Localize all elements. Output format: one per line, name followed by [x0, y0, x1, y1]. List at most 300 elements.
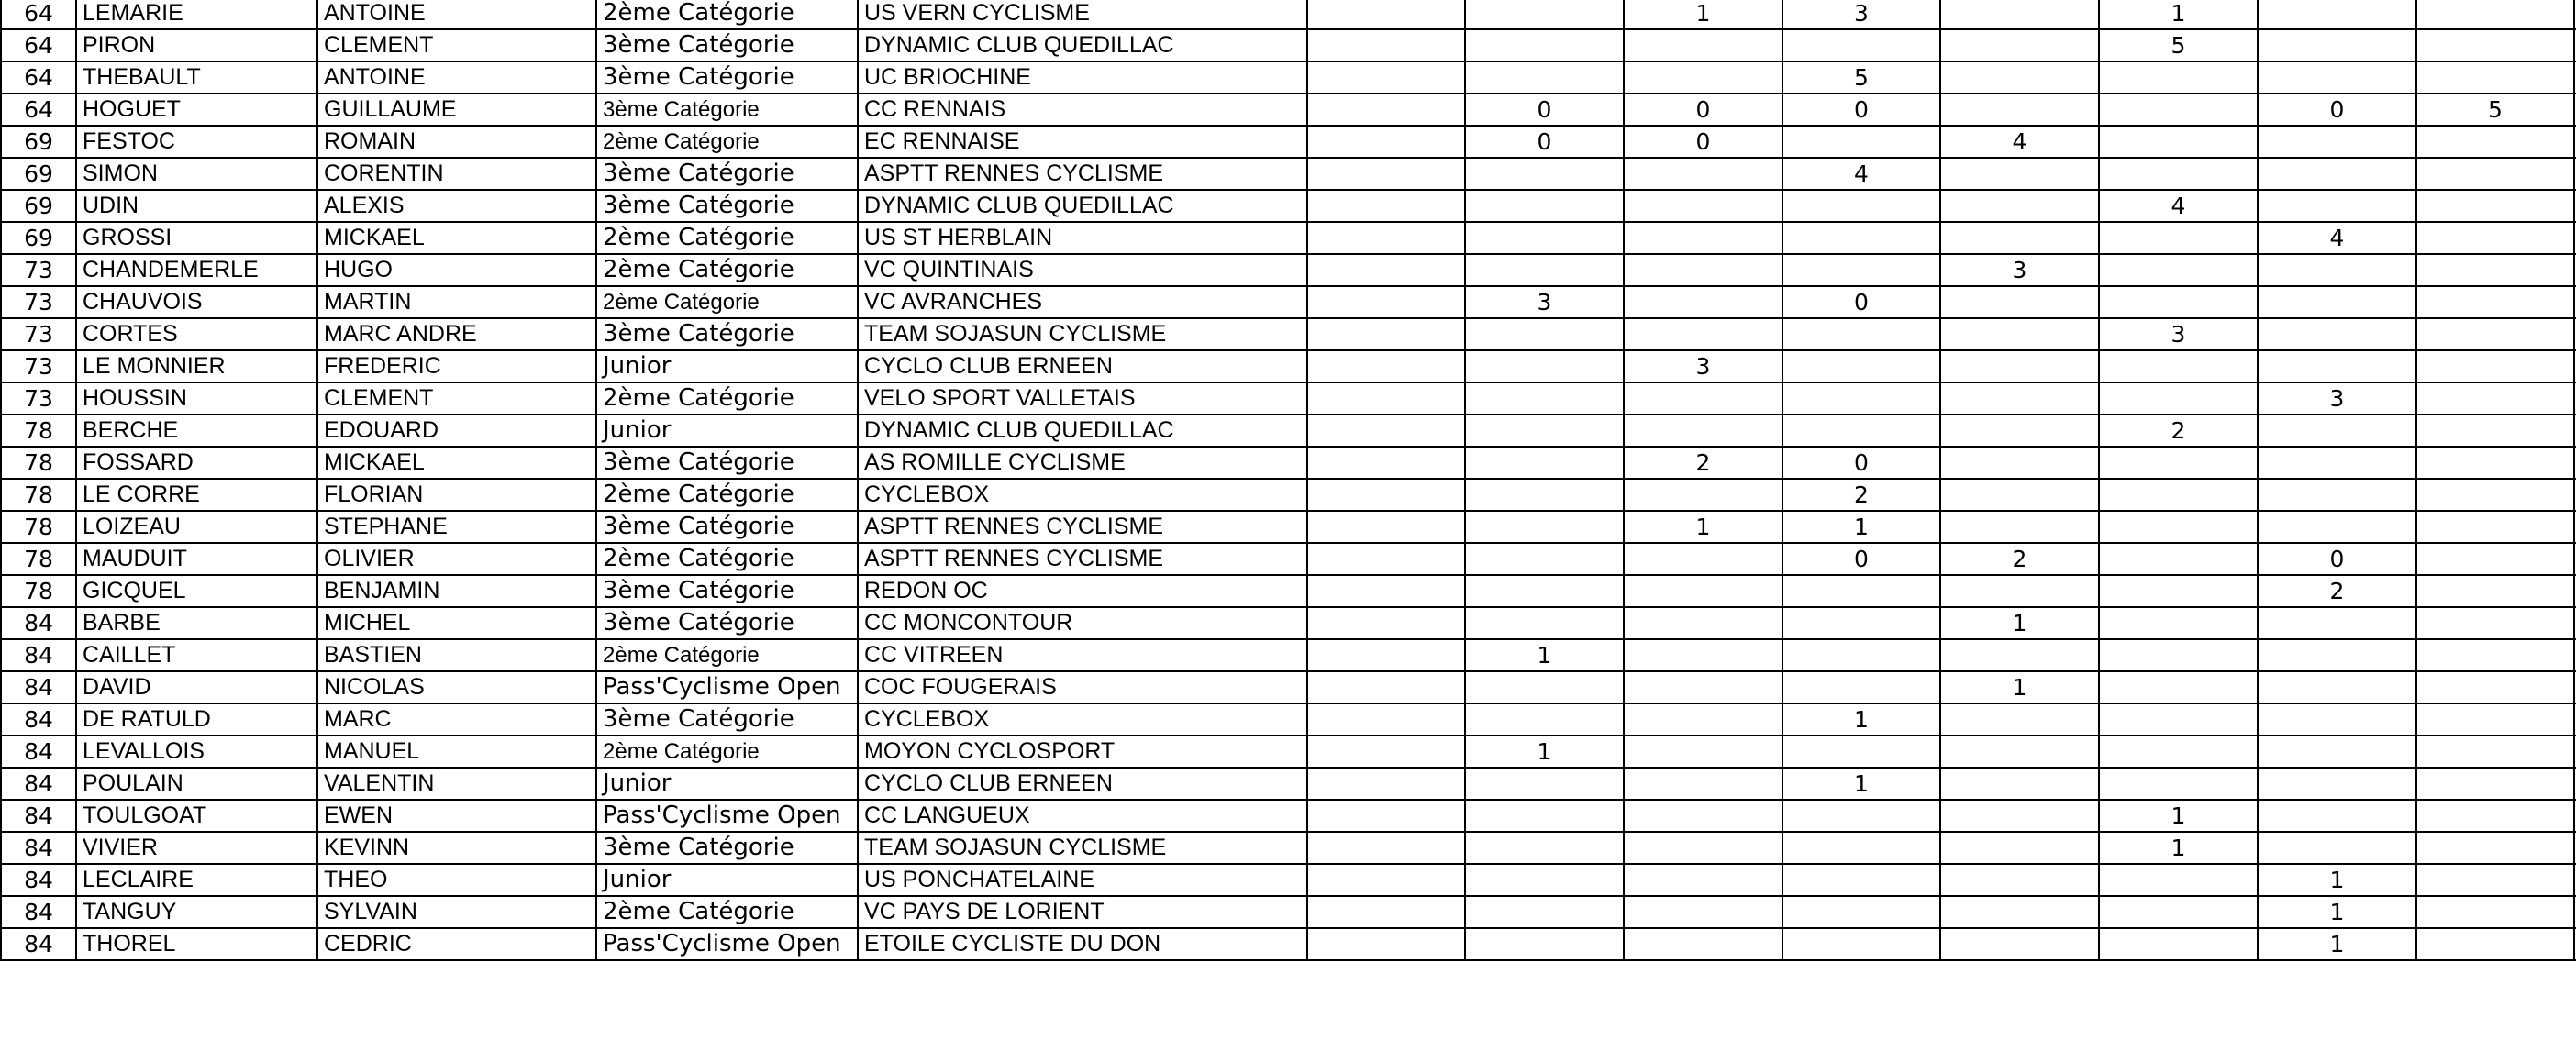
- score-cell: [2416, 318, 2574, 350]
- rank-cell: 73: [1, 382, 76, 415]
- score-cell: [1940, 896, 2099, 928]
- score-cell: [1307, 896, 1465, 928]
- score-cell: [2258, 479, 2416, 511]
- first-name-cell: HUGO: [317, 254, 596, 286]
- score-cell: [1307, 607, 1465, 639]
- score-cell: 0: [1624, 94, 1782, 126]
- score-cell: [2258, 254, 2416, 286]
- score-cell: [1465, 158, 1624, 190]
- table-row: [1, 190, 2576, 222]
- score-cell: [1465, 543, 1624, 575]
- score-cell: 2: [1940, 543, 2099, 575]
- score-cell: [2416, 671, 2574, 703]
- score-cell: [1465, 800, 1624, 832]
- score-cell: [2416, 29, 2574, 61]
- score-cell: [1782, 800, 1940, 832]
- score-cell: [1307, 832, 1465, 864]
- rank-cell: 64: [1, 29, 76, 61]
- score-cell: 3: [1782, 0, 1940, 29]
- score-cell: [1782, 832, 1940, 864]
- rank-cell: 73: [1, 350, 76, 382]
- table-row: [1, 94, 2576, 126]
- category-cell: Pass'Cyclisme Open: [596, 671, 858, 703]
- score-cell: [1940, 61, 2099, 94]
- first-name-cell: THEO: [317, 864, 596, 896]
- score-cell: [1624, 415, 1782, 447]
- category-cell: 3ème Catégorie: [596, 61, 858, 94]
- rank-cell: 64: [1, 0, 76, 29]
- score-cell: [1782, 896, 1940, 928]
- last-name-cell: BARBE: [76, 607, 317, 639]
- score-cell: [1465, 607, 1624, 639]
- table-row: [1, 832, 2576, 864]
- category-cell: 2ème Catégorie: [596, 896, 858, 928]
- score-cell: 5: [1782, 61, 1940, 94]
- score-cell: [1465, 382, 1624, 415]
- score-cell: [1624, 800, 1782, 832]
- rank-cell: 78: [1, 479, 76, 511]
- category-cell: 3ème Catégorie: [596, 318, 858, 350]
- rank-cell: 84: [1, 607, 76, 639]
- table-row: [1, 768, 2576, 800]
- score-cell: [1940, 832, 2099, 864]
- score-cell: [2099, 479, 2258, 511]
- last-name-cell: CAILLET: [76, 639, 317, 671]
- score-cell: [2258, 671, 2416, 703]
- score-cell: [1624, 671, 1782, 703]
- score-cell: [2416, 190, 2574, 222]
- first-name-cell: BENJAMIN: [317, 575, 596, 607]
- table-row: [1, 0, 2576, 29]
- club-cell: DYNAMIC CLUB QUEDILLAC: [858, 190, 1307, 222]
- club-cell: ASPTT RENNES CYCLISME: [858, 158, 1307, 190]
- score-cell: [1465, 896, 1624, 928]
- score-cell: [1307, 61, 1465, 94]
- score-cell: [1782, 190, 1940, 222]
- score-cell: [1624, 864, 1782, 896]
- score-cell: 0: [1782, 286, 1940, 318]
- score-cell: [2416, 511, 2574, 543]
- score-cell: [2258, 832, 2416, 864]
- score-cell: [1307, 639, 1465, 671]
- score-cell: [2258, 800, 2416, 832]
- first-name-cell: MANUEL: [317, 736, 596, 768]
- table-row: [1, 607, 2576, 639]
- score-cell: [1782, 126, 1940, 158]
- score-cell: [1465, 318, 1624, 350]
- club-cell: VC PAYS DE LORIENT: [858, 896, 1307, 928]
- score-cell: [1307, 350, 1465, 382]
- score-cell: [2099, 543, 2258, 575]
- score-cell: 1: [1624, 511, 1782, 543]
- score-cell: [1465, 479, 1624, 511]
- rank-cell: 84: [1, 768, 76, 800]
- score-cell: 0: [1782, 94, 1940, 126]
- score-cell: [2416, 447, 2574, 479]
- score-cell: [1465, 768, 1624, 800]
- category-cell: 2ème Catégorie: [596, 254, 858, 286]
- score-cell: [2416, 222, 2574, 254]
- last-name-cell: CORTES: [76, 318, 317, 350]
- score-cell: 2: [1624, 447, 1782, 479]
- score-cell: [1940, 222, 2099, 254]
- rank-cell: 84: [1, 703, 76, 736]
- score-cell: [1307, 768, 1465, 800]
- score-cell: [1307, 864, 1465, 896]
- score-cell: [1307, 158, 1465, 190]
- table-row: [1, 575, 2576, 607]
- score-cell: [2258, 286, 2416, 318]
- score-cell: [1307, 94, 1465, 126]
- rank-cell: 78: [1, 543, 76, 575]
- club-cell: CC LANGUEUX: [858, 800, 1307, 832]
- score-cell: [1624, 575, 1782, 607]
- score-cell: [1465, 511, 1624, 543]
- last-name-cell: POULAIN: [76, 768, 317, 800]
- club-cell: CC MONCONTOUR: [858, 607, 1307, 639]
- last-name-cell: LECLAIRE: [76, 864, 317, 896]
- score-cell: [1782, 575, 1940, 607]
- last-name-cell: THEBAULT: [76, 61, 317, 94]
- score-cell: 1: [1465, 639, 1624, 671]
- score-cell: 3: [1465, 286, 1624, 318]
- table-row: [1, 479, 2576, 511]
- score-cell: [1940, 447, 2099, 479]
- category-cell: Junior: [596, 415, 858, 447]
- first-name-cell: EWEN: [317, 800, 596, 832]
- score-cell: [1940, 511, 2099, 543]
- score-cell: [1782, 671, 1940, 703]
- score-cell: [1940, 0, 2099, 29]
- rank-cell: 84: [1, 832, 76, 864]
- last-name-cell: HOUSSIN: [76, 382, 317, 415]
- first-name-cell: VALENTIN: [317, 768, 596, 800]
- score-cell: [2099, 896, 2258, 928]
- score-cell: [1940, 800, 2099, 832]
- category-cell: 3ème Catégorie: [596, 511, 858, 543]
- rank-cell: 73: [1, 254, 76, 286]
- category-cell: 2ème Catégorie: [596, 126, 858, 158]
- club-cell: US VERN CYCLISME: [858, 0, 1307, 29]
- score-cell: 1: [1782, 703, 1940, 736]
- category-cell: 2ème Catégorie: [596, 736, 858, 768]
- club-cell: DYNAMIC CLUB QUEDILLAC: [858, 29, 1307, 61]
- score-cell: [1940, 768, 2099, 800]
- score-cell: [2258, 318, 2416, 350]
- category-cell: 3ème Catégorie: [596, 447, 858, 479]
- score-cell: [1465, 350, 1624, 382]
- score-cell: [2416, 479, 2574, 511]
- table-row: [1, 350, 2576, 382]
- score-cell: [1940, 190, 2099, 222]
- score-cell: 0: [1465, 126, 1624, 158]
- score-cell: [1465, 671, 1624, 703]
- score-cell: [1307, 318, 1465, 350]
- score-cell: [2416, 254, 2574, 286]
- score-cell: 1: [2258, 928, 2416, 960]
- score-cell: [2416, 703, 2574, 736]
- score-cell: [1307, 703, 1465, 736]
- club-cell: CC VITREEN: [858, 639, 1307, 671]
- first-name-cell: FREDERIC: [317, 350, 596, 382]
- first-name-cell: MARTIN: [317, 286, 596, 318]
- score-cell: 5: [2099, 29, 2258, 61]
- score-cell: [1307, 800, 1465, 832]
- score-cell: [1307, 479, 1465, 511]
- last-name-cell: HOGUET: [76, 94, 317, 126]
- score-cell: 2: [2099, 415, 2258, 447]
- score-cell: [1624, 768, 1782, 800]
- rank-cell: 78: [1, 511, 76, 543]
- table-row: [1, 928, 2576, 960]
- score-cell: [2258, 511, 2416, 543]
- club-cell: ETOILE CYCLISTE DU DON: [858, 928, 1307, 960]
- club-cell: AS ROMILLE CYCLISME: [858, 447, 1307, 479]
- score-cell: 1: [1782, 511, 1940, 543]
- score-cell: [2099, 864, 2258, 896]
- score-cell: [2258, 447, 2416, 479]
- score-cell: [1624, 703, 1782, 736]
- category-cell: Junior: [596, 350, 858, 382]
- score-cell: [1307, 222, 1465, 254]
- score-cell: [2416, 543, 2574, 575]
- table-row: [1, 415, 2576, 447]
- score-cell: [2099, 61, 2258, 94]
- last-name-cell: FESTOC: [76, 126, 317, 158]
- score-cell: [2416, 896, 2574, 928]
- score-cell: 5: [2416, 94, 2574, 126]
- score-cell: [1624, 543, 1782, 575]
- score-cell: [2099, 158, 2258, 190]
- first-name-cell: CEDRIC: [317, 928, 596, 960]
- first-name-cell: SYLVAIN: [317, 896, 596, 928]
- score-cell: [1624, 639, 1782, 671]
- score-cell: [2416, 607, 2574, 639]
- score-cell: 1: [2099, 800, 2258, 832]
- table-row: [1, 61, 2576, 94]
- score-cell: [1465, 928, 1624, 960]
- score-cell: [2258, 190, 2416, 222]
- score-cell: [1940, 703, 2099, 736]
- ranking-rows: [1, 0, 2576, 960]
- table-row: [1, 318, 2576, 350]
- score-cell: [1307, 29, 1465, 61]
- score-cell: [1782, 350, 1940, 382]
- club-cell: ASPTT RENNES CYCLISME: [858, 543, 1307, 575]
- score-cell: [2099, 222, 2258, 254]
- first-name-cell: CORENTIN: [317, 158, 596, 190]
- club-cell: TEAM SOJASUN CYCLISME: [858, 318, 1307, 350]
- category-cell: 3ème Catégorie: [596, 94, 858, 126]
- score-cell: [2416, 800, 2574, 832]
- score-cell: [1624, 158, 1782, 190]
- score-cell: [2416, 158, 2574, 190]
- rank-cell: 78: [1, 415, 76, 447]
- rank-cell: 73: [1, 318, 76, 350]
- score-cell: [1465, 61, 1624, 94]
- score-cell: [1624, 479, 1782, 511]
- score-cell: 4: [2258, 222, 2416, 254]
- first-name-cell: GUILLAUME: [317, 94, 596, 126]
- score-cell: [2099, 447, 2258, 479]
- score-cell: [2099, 286, 2258, 318]
- score-cell: [1624, 190, 1782, 222]
- score-cell: [1307, 543, 1465, 575]
- score-cell: [2416, 286, 2574, 318]
- last-name-cell: CHAUVOIS: [76, 286, 317, 318]
- score-cell: [2416, 415, 2574, 447]
- score-cell: [2258, 768, 2416, 800]
- first-name-cell: MICKAEL: [317, 447, 596, 479]
- score-cell: [1307, 286, 1465, 318]
- score-cell: [2099, 382, 2258, 415]
- table-row: [1, 671, 2576, 703]
- last-name-cell: FOSSARD: [76, 447, 317, 479]
- club-cell: CC RENNAIS: [858, 94, 1307, 126]
- score-cell: 3: [1624, 350, 1782, 382]
- score-cell: [2258, 703, 2416, 736]
- score-cell: [1307, 382, 1465, 415]
- category-cell: 3ème Catégorie: [596, 190, 858, 222]
- score-cell: [1782, 222, 1940, 254]
- first-name-cell: ROMAIN: [317, 126, 596, 158]
- score-cell: 1: [1782, 768, 1940, 800]
- score-cell: 2: [1782, 479, 1940, 511]
- score-cell: 0: [2258, 94, 2416, 126]
- last-name-cell: DE RATULD: [76, 703, 317, 736]
- score-cell: [1465, 190, 1624, 222]
- category-cell: Junior: [596, 864, 858, 896]
- score-cell: [2416, 768, 2574, 800]
- category-cell: 2ème Catégorie: [596, 382, 858, 415]
- table-row: [1, 896, 2576, 928]
- last-name-cell: LEMARIE: [76, 0, 317, 29]
- score-cell: 4: [1782, 158, 1940, 190]
- table-row: [1, 222, 2576, 254]
- rank-cell: 78: [1, 575, 76, 607]
- score-cell: [2099, 575, 2258, 607]
- score-cell: [2099, 736, 2258, 768]
- club-cell: CYCLEBOX: [858, 479, 1307, 511]
- score-cell: [2416, 864, 2574, 896]
- table-row: [1, 639, 2576, 671]
- score-cell: 3: [2099, 318, 2258, 350]
- score-cell: [1624, 286, 1782, 318]
- score-cell: [1782, 382, 1940, 415]
- score-cell: 0: [1782, 543, 1940, 575]
- first-name-cell: STEPHANE: [317, 511, 596, 543]
- club-cell: TEAM SOJASUN CYCLISME: [858, 832, 1307, 864]
- club-cell: REDON OC: [858, 575, 1307, 607]
- score-cell: [2416, 736, 2574, 768]
- score-cell: 1: [2099, 832, 2258, 864]
- score-cell: [1624, 928, 1782, 960]
- score-cell: 1: [1465, 736, 1624, 768]
- first-name-cell: EDOUARD: [317, 415, 596, 447]
- score-cell: [1940, 639, 2099, 671]
- first-name-cell: FLORIAN: [317, 479, 596, 511]
- score-cell: [1465, 415, 1624, 447]
- score-cell: [2416, 639, 2574, 671]
- table-row: [1, 286, 2576, 318]
- score-cell: [1307, 671, 1465, 703]
- score-cell: [1940, 864, 2099, 896]
- score-cell: 0: [1782, 447, 1940, 479]
- score-cell: [1307, 447, 1465, 479]
- category-cell: 2ème Catégorie: [596, 479, 858, 511]
- score-cell: [2099, 607, 2258, 639]
- table-row: [1, 382, 2576, 415]
- score-cell: [2416, 832, 2574, 864]
- category-cell: 3ème Catégorie: [596, 703, 858, 736]
- category-cell: Junior: [596, 768, 858, 800]
- score-cell: 1: [1940, 607, 2099, 639]
- score-cell: 4: [2099, 190, 2258, 222]
- table-row: [1, 800, 2576, 832]
- score-cell: [1307, 126, 1465, 158]
- score-cell: [1782, 254, 1940, 286]
- category-cell: 2ème Catégorie: [596, 639, 858, 671]
- score-cell: [1307, 0, 1465, 29]
- club-cell: DYNAMIC CLUB QUEDILLAC: [858, 415, 1307, 447]
- last-name-cell: MAUDUIT: [76, 543, 317, 575]
- score-cell: 3: [1940, 254, 2099, 286]
- table-row: [1, 29, 2576, 61]
- last-name-cell: GROSSI: [76, 222, 317, 254]
- score-cell: [1940, 928, 2099, 960]
- score-cell: [1465, 703, 1624, 736]
- score-cell: [2416, 382, 2574, 415]
- score-cell: [1465, 29, 1624, 61]
- score-cell: [1940, 286, 2099, 318]
- score-cell: [1782, 415, 1940, 447]
- score-cell: 1: [2099, 0, 2258, 29]
- first-name-cell: CLEMENT: [317, 29, 596, 61]
- club-cell: CYCLO CLUB ERNEEN: [858, 768, 1307, 800]
- last-name-cell: LOIZEAU: [76, 511, 317, 543]
- table-row: [1, 543, 2576, 575]
- score-cell: [1624, 382, 1782, 415]
- rank-cell: 64: [1, 61, 76, 94]
- score-cell: [2416, 61, 2574, 94]
- score-cell: [2099, 703, 2258, 736]
- table-row: [1, 864, 2576, 896]
- category-cell: Pass'Cyclisme Open: [596, 800, 858, 832]
- rank-cell: 78: [1, 447, 76, 479]
- first-name-cell: MICKAEL: [317, 222, 596, 254]
- category-cell: 3ème Catégorie: [596, 29, 858, 61]
- club-cell: VELO SPORT VALLETAIS: [858, 382, 1307, 415]
- score-cell: [2416, 575, 2574, 607]
- last-name-cell: THOREL: [76, 928, 317, 960]
- rank-cell: 69: [1, 222, 76, 254]
- club-cell: US PONCHATELAINE: [858, 864, 1307, 896]
- score-cell: [2416, 0, 2574, 29]
- first-name-cell: ANTOINE: [317, 61, 596, 94]
- rank-cell: 84: [1, 864, 76, 896]
- score-cell: [2416, 126, 2574, 158]
- score-cell: [2258, 61, 2416, 94]
- score-cell: 1: [2258, 896, 2416, 928]
- score-cell: [1307, 415, 1465, 447]
- last-name-cell: DAVID: [76, 671, 317, 703]
- category-cell: 3ème Catégorie: [596, 158, 858, 190]
- first-name-cell: OLIVIER: [317, 543, 596, 575]
- rank-cell: 73: [1, 286, 76, 318]
- score-cell: [1624, 736, 1782, 768]
- score-cell: [2099, 768, 2258, 800]
- score-cell: [2258, 639, 2416, 671]
